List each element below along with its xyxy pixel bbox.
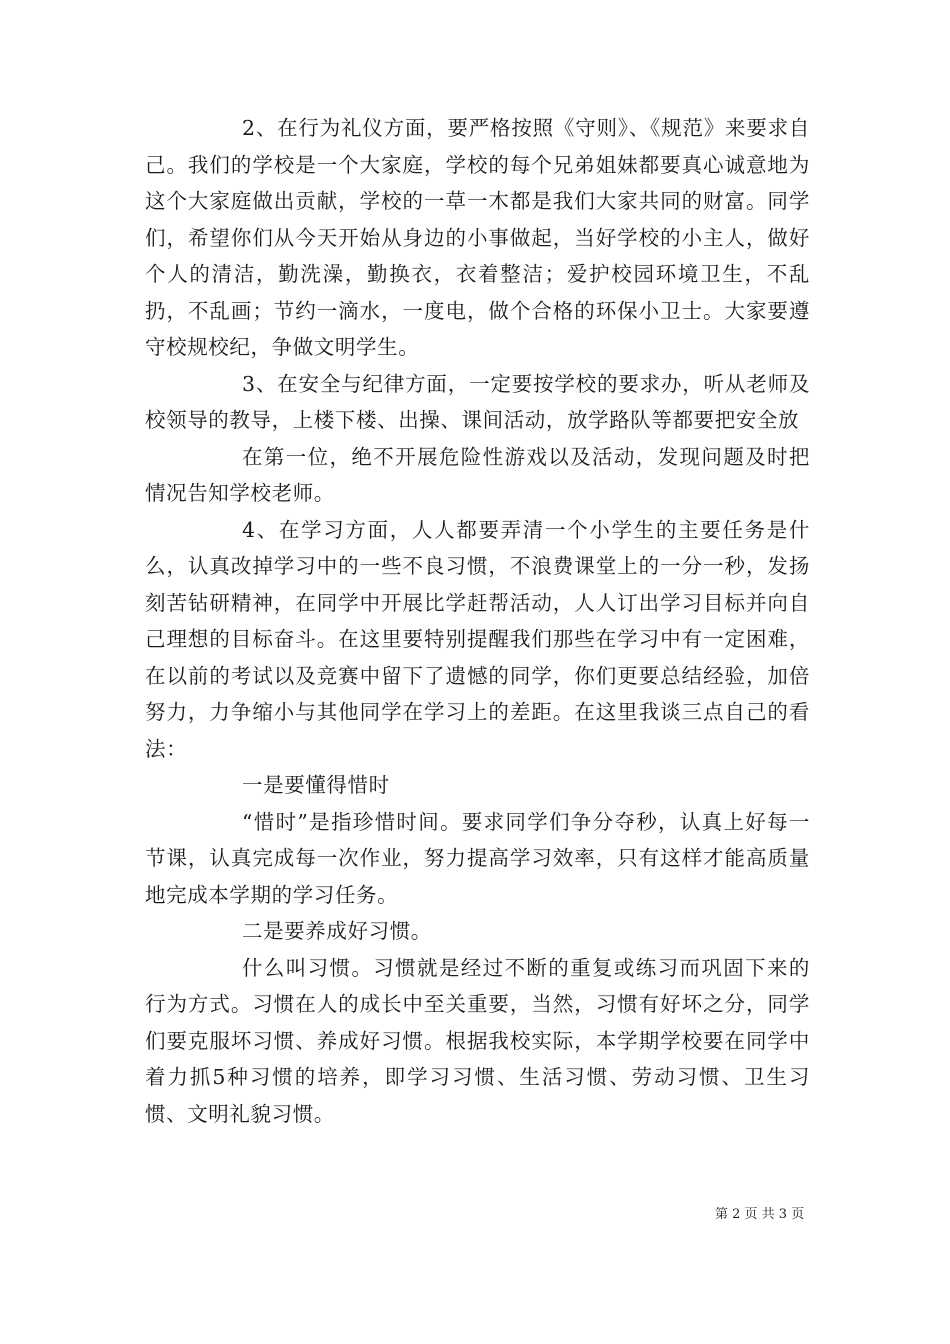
point-one-heading: 一是要懂得惜时 — [242, 773, 390, 797]
paragraph-etiquette: 2、在行为礼仪方面，要严格按照《守则》、《规范》来要求自己。我们的学校是一个大家庭，学校的每个兄弟姐妹都要真心诚意地为这个大家庭做出贡献，学校的一草一木都是我们大家共同的财富。同学们，希望你们从今天开始从身边的小事做起，当好学校的小主人，做好个人的清洁，勤洗澡，勤换衣，衣着整洁；爱护校园环境卫生，不乱扔，不乱画；节约一滴水，一度电，做个合格的环保小卫士。大家要遵守校规校纪，争做文明学生。 — [145, 116, 810, 359]
paragraph-habits: 什么叫习惯。习惯就是经过不断的重复或练习而巩固下来的行为方式。习惯在人的成长中至关重要，当然，习惯有好坏之分，同学们要克服坏习惯、养成好习惯。根据我校实际，本学期学校要在同学中着力抓5种习惯的培养，即学习习惯、生活习惯、劳动习惯、卫生习惯、文明礼貌习惯。 — [145, 955, 810, 1126]
paragraph-cherish-time: “惜时”是指珍惜时间。要求同学们争分夺秒，认真上好每一节课，认真完成每一次作业，努力提高学习效率，只有这样才能高质量地完成本学期的学习任务。 — [145, 809, 810, 907]
paragraph-safety-continued: 在第一位，绝不开展危险性游戏以及活动，发现问题及时把情况告知学校老师。 — [145, 444, 810, 505]
paragraph-study: 4、在学习方面，人人都要弄清一个小学生的主要任务是什么，认真改掉学习中的一些不良习惯，不浪费课堂上的一分一秒，发扬刻苦钻研精神，在同学中开展比学赶帮活动，人人订出学习目标并向自己理想的目标奋斗。在这里要特别提醒我们那些在学习中有一定困难，在以前的考试以及竞赛中留下了遗憾的同学，你们更要总结经验，加倍努力，力争缩小与其他同学在学习上的差距。在这里我谈三点自己的看法： — [145, 517, 810, 761]
paragraph-safety: 3、在安全与纪律方面，一定要按学校的要求办，听从老师及校领导的教导，上楼下楼、出操、课间活动，放学路队等都要把安全放 — [145, 371, 810, 432]
point-two-heading: 二是要养成好习惯。 — [242, 919, 432, 943]
document-page — [145, 110, 810, 1132]
page-number-footer: 第 2 页 共 3 页 — [715, 1207, 805, 1222]
